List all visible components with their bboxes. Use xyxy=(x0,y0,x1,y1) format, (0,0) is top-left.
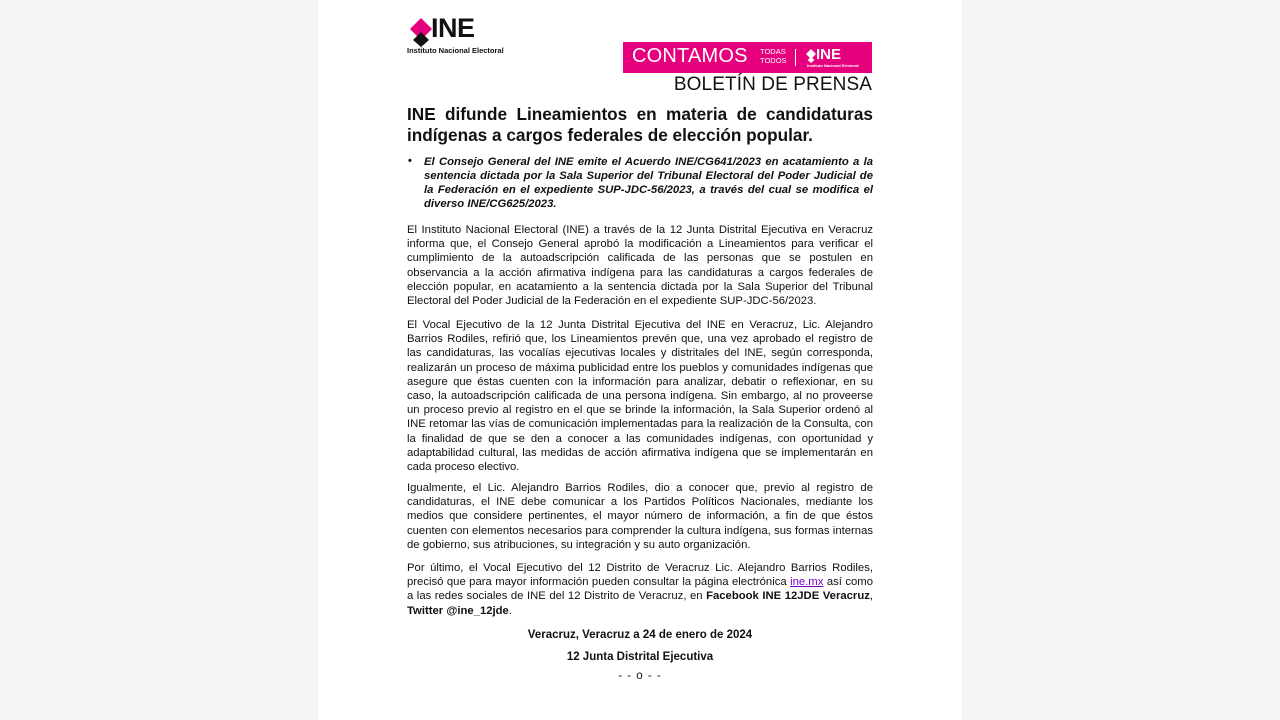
paragraph-4-part4: . xyxy=(508,604,512,617)
end-mark: - - o - - xyxy=(618,670,662,682)
paragraph-4-part1: Por último, el Vocal Ejecutivo del 12 Distrito de Veracruz Lic. Alejandro Barrios Rodiles, precisó que para mayor información pueden consultar la página electrónica xyxy=(407,562,873,589)
banner-brand-sub: Instituto Nacional Electoral xyxy=(807,63,859,68)
paragraph-4 xyxy=(407,561,873,618)
signoff-org: 12 Junta Distrital Ejecutiva xyxy=(566,651,714,663)
boletin-title: BOLETÍN DE PRENSA xyxy=(673,74,872,95)
banner-small-text xyxy=(760,47,787,65)
logo-wordmark: INE xyxy=(431,13,475,43)
ine-website-link[interactable]: ine.mx xyxy=(790,576,824,589)
ine-logo xyxy=(407,13,517,56)
summary-bullet xyxy=(408,155,873,211)
summary-bullet-text: El Consejo General del INE emite el Acuerdo INE/CG641/2023 en acatamiento a la sentencia dictada por la Sala Superior del Tribunal Electoral del Poder Judicial de la Federación en el expediente SUP-JDC-56/2023, a través del cual se modifica el diverso INE/CG625/2023. xyxy=(424,156,873,210)
facebook-handle: Facebook INE 12JDE Veracruz xyxy=(706,590,870,603)
bullet-dot-icon: • xyxy=(408,155,412,167)
contamos-banner xyxy=(623,42,872,73)
headline: INE difunde Lineamientos en materia de candidaturas indígenas a cargos federales de elección popular. xyxy=(407,104,873,145)
paragraph-2: El Vocal Ejecutivo de la 12 Junta Distrital Ejecutiva del INE en Veracruz, Lic. Alejandro Barrios Rodiles, refirió que, los Lineamientos prevén que, una vez aprobado el registro de las candidaturas, las vocalías ejecutivas locales y distritales del INE, según corresponda, realizarán un proceso de máxima publicidad entre los pueblos y comunidades indígenas que asegure que éstas cuenten con la información para analizar, debatir o reflexionar, en su caso, la autoadscripción calificada de una persona indígena. Sin embargo, al no proveerse un proceso previo al registro en el que se brinde la información, la Sala Superior ordenó al INE retomar las vías de comunicación implementadas para la realización de la Consulta, con la finalidad de que se den a conocer a las comunidades indígenas, con oportunidad y adaptabilidad cultural, las medidas de acción afirmativa indígena que se implementarán en cada proceso electivo. xyxy=(407,319,873,474)
banner-contamos: CONTAMOS xyxy=(632,45,748,67)
paragraph-1: El Instituto Nacional Electoral (INE) a través de la 12 Junta Distrital Ejecutiva en Veracruz informa que, el Consejo General aprobó la modificación a Lineamientos para verificar el cumplimiento de la autoadscripción calificada de las personas que se postulen en observancia a la acción afirmativa indígena para las candidaturas a cargos federales de elección popular, en acatamiento a la sentencia dictada por la Sala Superior del Tribunal Electoral del Poder Judicial de la Federación en el expediente SUP-JDC-56/2023. xyxy=(407,224,873,308)
document-page xyxy=(318,0,962,720)
banner-brand: INE xyxy=(816,46,842,63)
paragraph-4-part3: , xyxy=(869,590,874,603)
logo-subtitle: Instituto Nacional Electoral xyxy=(407,46,504,55)
banner-small-line2: TODOS xyxy=(760,56,787,65)
twitter-handle: Twitter @ine_12jde xyxy=(407,604,509,617)
signoff-date: Veracruz, Veracruz a 24 de enero de 2024 xyxy=(527,629,753,641)
banner-small-line1: TODAS xyxy=(760,47,786,56)
paragraph-4-part2: así como a las redes sociales de INE del 12 Distrito de Veracruz, en xyxy=(407,576,873,603)
paragraph-3: Igualmente, el Lic. Alejandro Barrios Rodiles, dio a conocer que, previo al registro de candidaturas, el INE debe comunicar a los Partidos Políticos Nacionales, mediante los medios que considere pertinentes, el mayor número de información, a fin de que éstos cuenten con elementos necesarios para comprender la cultura indígena, sus formas internas de gobierno, sus atribuciones, su integración y su auto organización. xyxy=(407,482,873,551)
banner-divider xyxy=(795,49,796,66)
